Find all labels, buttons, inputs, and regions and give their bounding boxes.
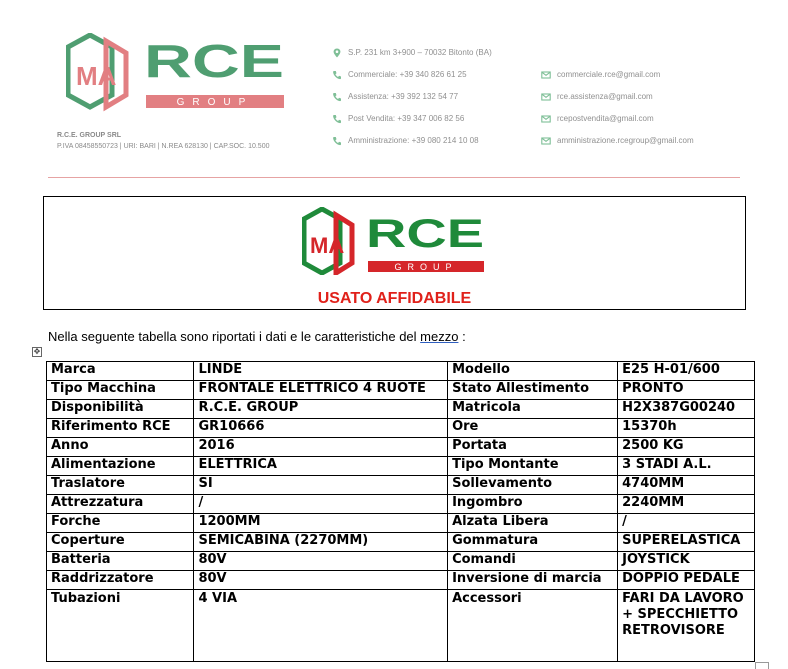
table-cell[interactable]: 15370h — [618, 419, 755, 438]
table-cell[interactable]: 80V — [194, 571, 448, 590]
table-cell[interactable]: / — [194, 495, 448, 514]
table-cell[interactable]: 2500 KG — [618, 438, 755, 457]
table-cell[interactable]: 3 STADI A.L. — [618, 457, 755, 476]
email-row — [541, 113, 654, 125]
phone-row — [332, 113, 464, 125]
table-cell[interactable]: GR10666 — [194, 419, 448, 438]
table-cell[interactable]: E25 H-01/600 — [618, 362, 755, 381]
logo-word: RCE — [144, 35, 284, 87]
table-cell[interactable]: / — [618, 514, 755, 533]
mail-icon — [541, 92, 551, 102]
table-row — [47, 590, 755, 662]
table-row — [47, 362, 755, 381]
table-cell[interactable]: Raddrizzatore — [47, 571, 194, 590]
table-cell[interactable]: Ore — [448, 419, 618, 438]
table-cell[interactable]: Traslatore — [47, 476, 194, 495]
phone-icon — [332, 92, 342, 102]
phone-icon — [332, 70, 342, 80]
table-cell[interactable]: Matricola — [448, 400, 618, 419]
table-cell[interactable]: Portata — [448, 438, 618, 457]
table-cell[interactable]: Stato Allestimento — [448, 381, 618, 400]
table-cell[interactable]: 80V — [194, 552, 448, 571]
title-logo-word: RCE — [366, 212, 484, 256]
company-info — [57, 130, 269, 152]
table-cell[interactable]: Comandi — [448, 552, 618, 571]
company-logo — [66, 33, 288, 113]
table-row — [47, 476, 755, 495]
table-cell[interactable]: Anno — [47, 438, 194, 457]
table-cell[interactable]: Gommatura — [448, 533, 618, 552]
title-logo-letters: MA — [310, 233, 345, 258]
table-cell[interactable]: PRONTO — [618, 381, 755, 400]
table-cell[interactable]: Forche — [47, 514, 194, 533]
intro-text: Nella seguente tabella sono riportati i dati e le caratteristiche del — [48, 329, 421, 344]
table-cell[interactable]: FARI DA LAVORO + SPECCHIETTO RETROVISORE — [618, 590, 755, 662]
page-title: USATO AFFIDABILE — [317, 290, 472, 307]
table-move-handle-icon[interactable]: ✥ — [33, 347, 41, 356]
phone-text: Assistenza: +39 392 132 54 77 — [348, 92, 459, 101]
table-row — [47, 571, 755, 590]
table-cell[interactable]: Riferimento RCE — [47, 419, 194, 438]
table-cell[interactable]: Sollevamento — [448, 476, 618, 495]
table-cell[interactable]: Tipo Macchina — [47, 381, 194, 400]
email-text: amministrazione.rcegroup@gmail.com — [557, 136, 694, 145]
mail-icon — [541, 70, 551, 80]
title-box — [43, 196, 746, 310]
table-cell[interactable]: SEMICABINA (2270MM) — [194, 533, 448, 552]
mail-icon — [541, 136, 551, 146]
table-cell[interactable]: Attrezzatura — [47, 495, 194, 514]
email-row — [541, 91, 653, 103]
table-cell[interactable]: Batteria — [47, 552, 194, 571]
table-cell[interactable]: 2016 — [194, 438, 448, 457]
table-row — [47, 438, 755, 457]
table-cell[interactable]: Inversione di marcia — [448, 571, 618, 590]
table-cell[interactable]: SI — [194, 476, 448, 495]
intro-link-word: mezzo — [420, 329, 459, 344]
table-cell[interactable]: 4740MM — [618, 476, 755, 495]
table-cell[interactable]: Tubazioni — [47, 590, 194, 662]
table-cell[interactable]: 2240MM — [618, 495, 755, 514]
header-divider — [48, 177, 740, 178]
table-cell[interactable]: Coperture — [47, 533, 194, 552]
address-row — [332, 47, 492, 59]
phone-row — [332, 91, 458, 103]
table-row — [47, 552, 755, 571]
phone-text: Commerciale: +39 340 826 61 25 — [348, 70, 467, 79]
email-text: rcepostvendita@gmail.com — [557, 114, 654, 123]
email-text: commerciale.rce@gmail.com — [557, 70, 661, 79]
email-row — [541, 69, 660, 81]
phone-icon — [332, 114, 342, 124]
table-row — [47, 400, 755, 419]
table-cell[interactable]: H2X387G00240 — [618, 400, 755, 419]
table-cell[interactable]: FRONTALE ELETTRICO 4 RUOTE — [194, 381, 448, 400]
table-cell[interactable]: Ingombro — [448, 495, 618, 514]
table-cell[interactable]: SUPERELASTICA — [618, 533, 755, 552]
table-cell[interactable]: Alimentazione — [47, 457, 194, 476]
phone-icon — [332, 136, 342, 146]
table-cell[interactable]: Accessori — [448, 590, 618, 662]
table-cell[interactable]: 1200MM — [194, 514, 448, 533]
table-cell[interactable]: 4 VIA — [194, 590, 448, 662]
table-cell[interactable]: Disponibilità — [47, 400, 194, 419]
spec-table — [46, 361, 755, 662]
logo-hexagon-emblem — [68, 35, 126, 107]
mail-icon — [541, 114, 551, 124]
table-row — [47, 381, 755, 400]
email-text: rce.assistenza@gmail.com — [557, 92, 653, 101]
title-logo — [302, 207, 488, 275]
table-row — [47, 533, 755, 552]
intro-suffix: : — [458, 329, 466, 344]
table-cell[interactable]: ELETTRICA — [194, 457, 448, 476]
logo-letters: MA — [76, 61, 117, 91]
table-row — [47, 419, 755, 438]
phone-text: Amministrazione: +39 080 214 10 08 — [348, 136, 479, 145]
logo-sub: GROUP — [176, 97, 254, 108]
table-cell[interactable]: Tipo Montante — [448, 457, 618, 476]
table-cell[interactable]: Marca — [47, 362, 194, 381]
phone-row — [332, 69, 467, 81]
address-text: S.P. 231 km 3+900 – 70032 Bitonto (BA) — [348, 48, 492, 57]
phone-row — [332, 135, 479, 147]
table-cell[interactable]: LINDE — [194, 362, 448, 381]
email-row — [541, 135, 694, 147]
table-row — [47, 514, 755, 533]
table-cell[interactable]: Alzata Libera — [448, 514, 618, 533]
table-row — [47, 495, 755, 514]
table-cell[interactable]: Modello — [448, 362, 618, 381]
location-pin-icon — [332, 48, 342, 58]
table-cell[interactable]: JOYSTICK — [618, 552, 755, 571]
intro-paragraph — [48, 329, 466, 344]
title-logo-sub: GROUP — [394, 262, 458, 272]
table-cell[interactable]: R.C.E. GROUP — [194, 400, 448, 419]
phone-text: Post Vendita: +39 347 006 82 56 — [348, 114, 465, 123]
company-details: P.IVA 08458550723 | URI: BARI | N.REA 628130 | CAP.SOC. 10.500 — [57, 143, 270, 150]
table-cell[interactable]: DOPPIO PEDALE — [618, 571, 755, 590]
table-row — [47, 457, 755, 476]
company-name: R.C.E. GROUP SRL — [57, 132, 122, 139]
